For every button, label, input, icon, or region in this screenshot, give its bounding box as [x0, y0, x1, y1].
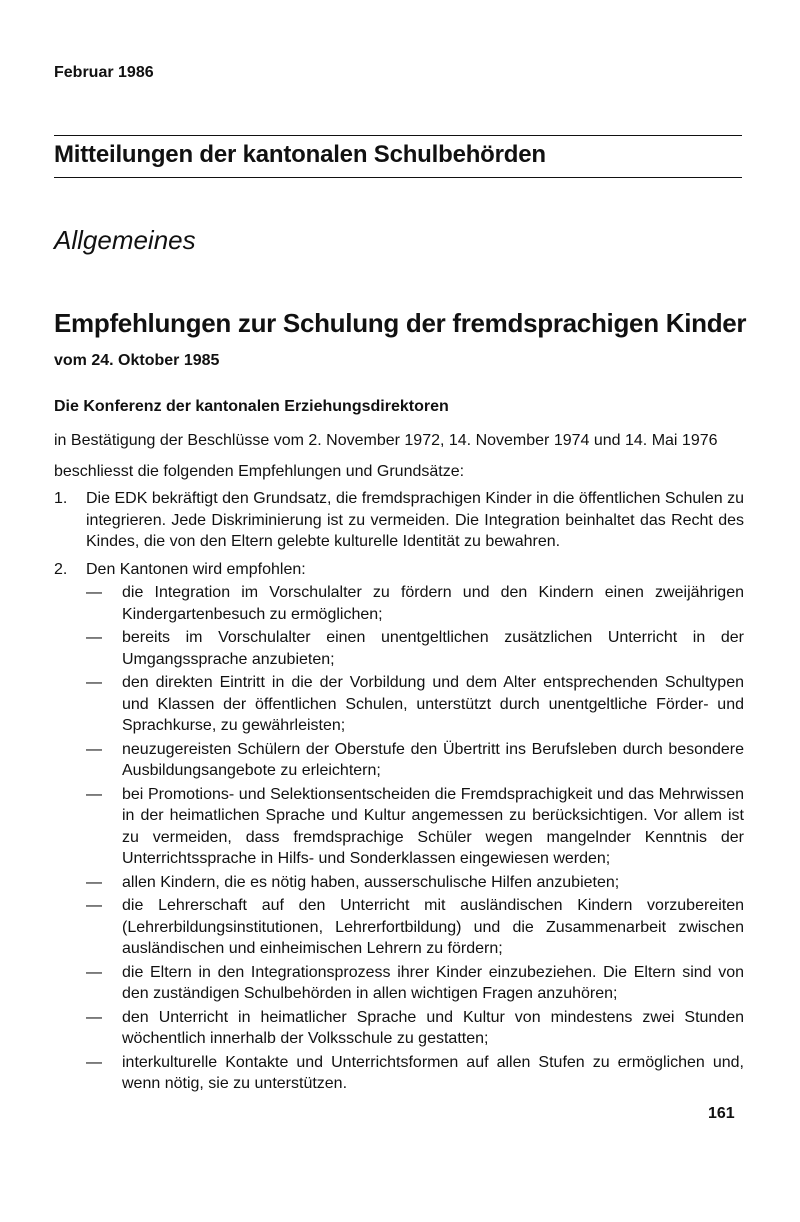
header-date: Februar 1986	[54, 64, 154, 81]
sub-item-text: bereits im Vorschulalter einen unentgeltlichen zusätzlichen Unterricht in der Umgangssprache anzubieten;	[122, 629, 744, 668]
sub-item-text: interkulturelle Kontakte und Unterrichtsformen auf allen Stufen zu ermöglichen und, wenn nötig, sie zu unterstützen.	[122, 1053, 744, 1092]
category-heading: Allgemeines	[54, 225, 196, 255]
sub-list-item	[86, 1007, 744, 1050]
sub-list	[86, 582, 744, 1095]
sub-list-item	[86, 1052, 744, 1095]
section-title: Mitteilungen der kantonalen Schulbehörden	[54, 141, 546, 168]
item-text: Den Kantonen wird empfohlen:	[86, 560, 306, 578]
item-number: 1.	[54, 490, 68, 507]
sub-item-text: die Integration im Vorschulalter zu fördern und den Kindern einen zweijährigen Kindergartenbesuch zu ermöglichen;	[122, 584, 744, 623]
dash-bullet: —	[86, 674, 102, 691]
dash-bullet: —	[86, 584, 102, 601]
sub-list-item	[86, 895, 744, 960]
recommendations-list	[54, 488, 744, 1103]
sub-list-item	[86, 872, 744, 894]
confirmation-line: in Bestätigung der Beschlüsse vom 2. November 1972, 14. November 1974 und 14. Mai 1976	[54, 432, 718, 449]
dash-bullet: —	[86, 1053, 102, 1071]
sub-item-text: den direkten Eintritt in die der Vorbildung und dem Alter entsprechenden Schultypen und Klassen der öffentlichen Schulen, unterstützt durch unentgeltliche Förder- und Sprachkurse, zu gewährleisten;	[122, 674, 744, 734]
sub-item-text: die Lehrerschaft auf den Unterricht mit ausländischen Kindern vorzubereiten (Lehrerbildungsinstitutionen, Lehrerfortbildung) und die Zusammenarbeit zwischen ausländischen und einheimischen Lehrern zu fördern;	[122, 897, 744, 957]
item-body	[86, 559, 744, 1097]
sub-item-text: neuzugereisten Schülern der Oberstufe den Übertritt ins Berufsleben durch besondere Ausbildungsangebote zu erleichtern;	[122, 740, 744, 779]
sub-list-item	[86, 739, 744, 782]
dash-bullet: —	[86, 897, 102, 914]
document-date: vom 24. Oktober 1985	[54, 352, 220, 369]
sub-list-item	[86, 627, 744, 670]
list-item	[54, 559, 744, 1097]
sub-item-text: allen Kindern, die es nötig haben, ausserschulische Hilfen anzubieten;	[122, 873, 620, 891]
dash-bullet: —	[86, 785, 102, 803]
top-rule	[54, 135, 742, 136]
sub-list-item	[86, 582, 744, 625]
resolution-line: beschliesst die folgenden Empfehlungen und Grundsätze:	[54, 463, 465, 480]
bottom-rule	[54, 177, 742, 178]
sub-list-item	[86, 962, 744, 1005]
dash-bullet: —	[86, 873, 102, 891]
dash-bullet: —	[86, 1008, 102, 1026]
page-number: 161	[708, 1105, 735, 1122]
item-number: 2.	[54, 560, 68, 578]
document-title: Empfehlungen zur Schulung der fremdsprachigen Kinder	[54, 308, 747, 338]
sub-item-text: den Unterricht in heimatlicher Sprache und Kultur von mindestens zwei Stunden wöchentlich innerhalb der Volksschule zu gestatten;	[122, 1008, 744, 1047]
list-item	[54, 488, 744, 553]
dash-bullet: —	[86, 629, 102, 646]
dash-bullet: —	[86, 963, 102, 981]
dash-bullet: —	[86, 740, 102, 758]
sub-item-text: die Eltern in den Integrationsprozess ihrer Kinder einzubeziehen. Die Eltern sind von den zuständigen Schulbehörden in allen wichtigen Fragen anzuhören;	[122, 963, 744, 1002]
sub-item-text: bei Promotions- und Selektionsentscheiden die Fremdsprachigkeit und das Mehrwissen in der heimatlichen Sprache und Kultur angemessen zu berücksichtigen. Vor allem ist zu vermeiden, dass fremdsprachige Schüler wegen mangelnder Kenntnis der Unterrichtssprache in Hilfs- und Sonderklassen eingewiesen werden;	[122, 785, 744, 867]
authority-heading: Die Konferenz der kantonalen Erziehungsdirektoren	[54, 398, 449, 415]
item-text: Die EDK bekräftigt den Grundsatz, die fremdsprachigen Kinder in die öffentlichen Schulen zu integrieren. Jede Diskriminierung ist zu vermeiden. Die Integration beinhaltet das Recht des Kindes, die von den Eltern gelebte kulturelle Identität zu bewahren.	[86, 490, 744, 550]
sub-list-item	[86, 784, 744, 870]
sub-list-item	[86, 672, 744, 737]
